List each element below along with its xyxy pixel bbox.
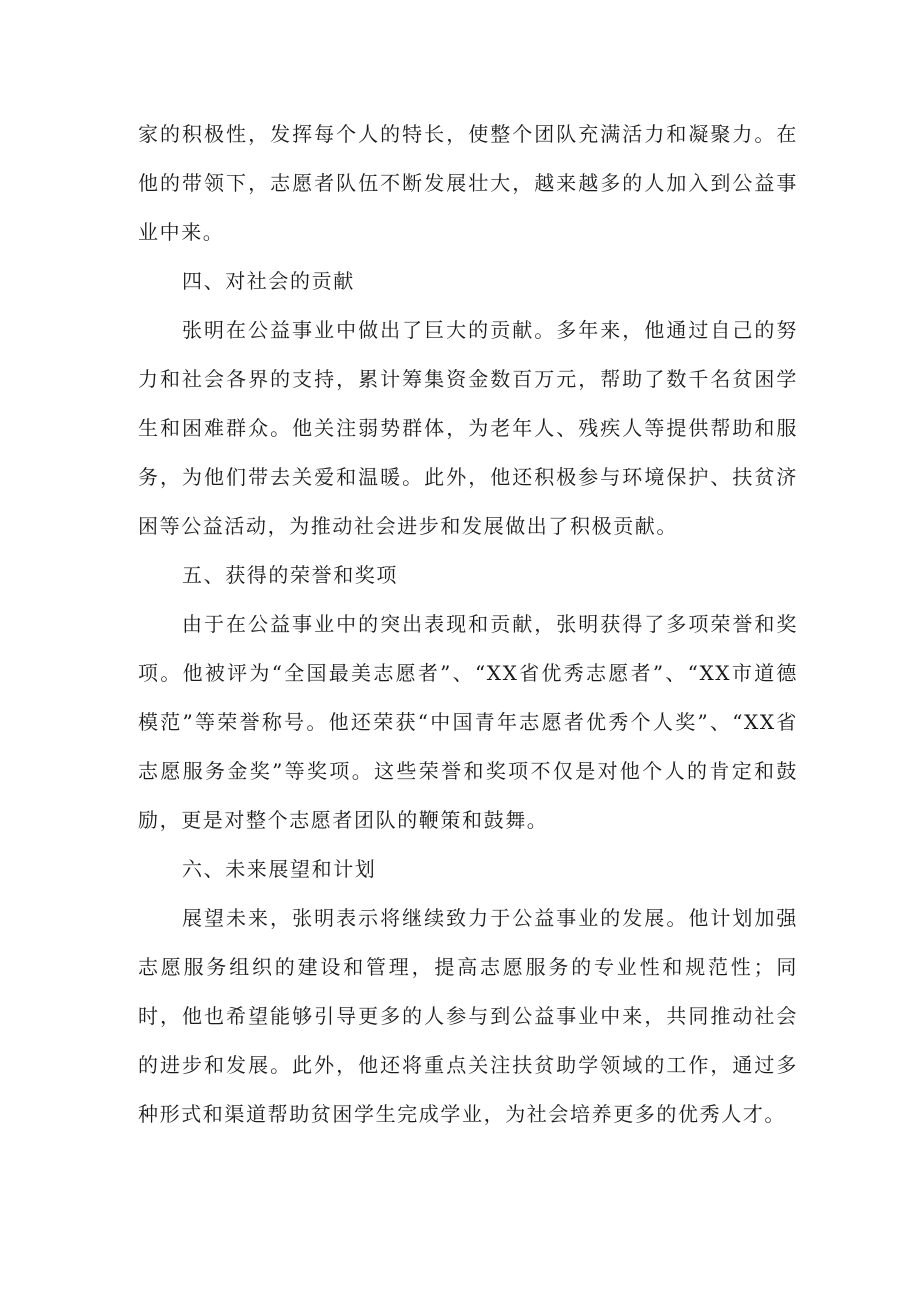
paragraph-contribution: 张明在公益事业中做出了巨大的贡献。多年来，他通过自己的努力和社会各界的支持，累计筹集资金数百万元，帮助了数千名贫困学生和困难群众。他关注弱势群体，为老年人、残疾人等提供帮助和服务，为他们带去关爱和温暖。此外，他还积极参与环境保护、扶贫济困等公益活动，为推动社会进步和发展做出了积极贡献。 <box>138 318 798 538</box>
section-heading-6: 六、未来展望和计划 <box>182 857 377 881</box>
section-heading-4: 四、对社会的贡献 <box>182 269 355 293</box>
paragraph-continuation: 家的积极性，发挥每个人的特长，使整个团队充满活力和凝聚力。在他的带领下，志愿者队伍不断发展壮大，越来越多的人加入到公益事业中来。 <box>138 122 798 244</box>
paragraph-honors: 由于在公益事业中的突出表现和贡献，张明获得了多项荣誉和奖项。他被评为“全国最美志愿者”、“XX省优秀志愿者”、“XX市道德模范”等荣誉称号。他还荣获“中国青年志愿者优秀个人奖”、“XX省志愿服务金奖”等奖项。这些荣誉和奖项不仅是对他个人的肯定和鼓励，更是对整个志愿者团队的鞭策和鼓舞。 <box>138 612 798 832</box>
section-heading-5: 五、获得的荣誉和奖项 <box>182 563 398 587</box>
document-body <box>138 110 798 1139</box>
paragraph-future: 展望未来，张明表示将继续致力于公益事业的发展。他计划加强志愿服务组织的建设和管理，提高志愿服务的专业性和规范性；同时，他也希望能够引导更多的人参与到公益事业中来，共同推动社会的进步和发展。此外，他还将重点关注扶贫助学领域的工作，通过多种形式和渠道帮助贫困学生完成学业，为社会培养更多的优秀人才。 <box>138 906 798 1126</box>
